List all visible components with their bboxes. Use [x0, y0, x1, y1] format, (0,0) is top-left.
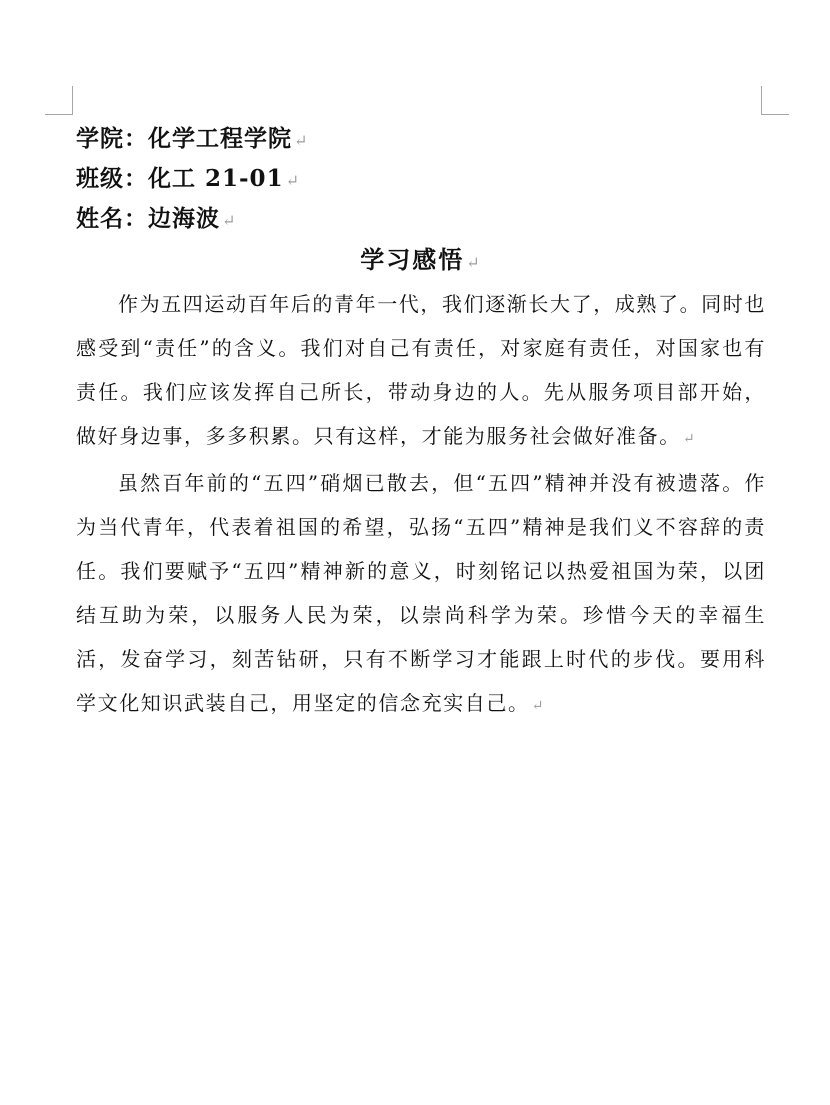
college-line: [76, 122, 766, 156]
paragraph-mark-icon: ↵: [285, 171, 300, 190]
document-title: [76, 242, 766, 278]
paragraph-text: 虽然百年前的“五四”硝烟已散去，但“五四”精神并没有被遗落。作为当代青年，代表着祖国的希望，弘扬“五四”精神是我们义不容辞的责任。我们要赋予“五四”精神新的意义，时刻铭记以热爱祖国为荣，以团结互助为荣，以服务人民为荣，以崇尚科学为荣。珍惜今天的幸福生活，发奋学习，刻苦钻研，只有不断学习才能跟上时代的步伐。要用科学文化知识武装自己，用坚定的信念充实自己。: [76, 471, 766, 715]
paragraph-mark-icon: ↵: [466, 253, 482, 272]
class-text: 班级：化工 21-01: [76, 165, 284, 192]
paragraph-text: 作为五四运动百年后的青年一代，我们逐渐长大了，成熟了。同时也感受到“责任”的含义。我们对自己有责任，对家庭有责任，对国家也有责任。我们应该发挥自己所长，带动身边的人。先从服务项目部开始，做好身边事，多多积累。只有这样，才能为服务社会做好准备。: [76, 292, 766, 448]
paragraph-mark-icon: ↵: [531, 698, 545, 714]
class-line: [76, 162, 766, 196]
college-text: 学院：化学工程学院: [76, 125, 292, 152]
body-paragraph-2: [76, 461, 766, 728]
crop-mark-top-right: [761, 86, 789, 115]
paragraph-mark-icon: ↵: [222, 211, 237, 230]
body-paragraph-1: [76, 282, 766, 461]
document-body[interactable]: [76, 122, 766, 728]
paragraph-mark-icon: ↵: [294, 131, 309, 150]
paragraph-mark-icon: ↵: [682, 431, 697, 447]
title-text: 学习感悟: [360, 245, 465, 274]
name-text: 姓名：边海波: [76, 205, 220, 232]
crop-mark-top-left: [45, 86, 73, 115]
name-line: [76, 202, 766, 236]
